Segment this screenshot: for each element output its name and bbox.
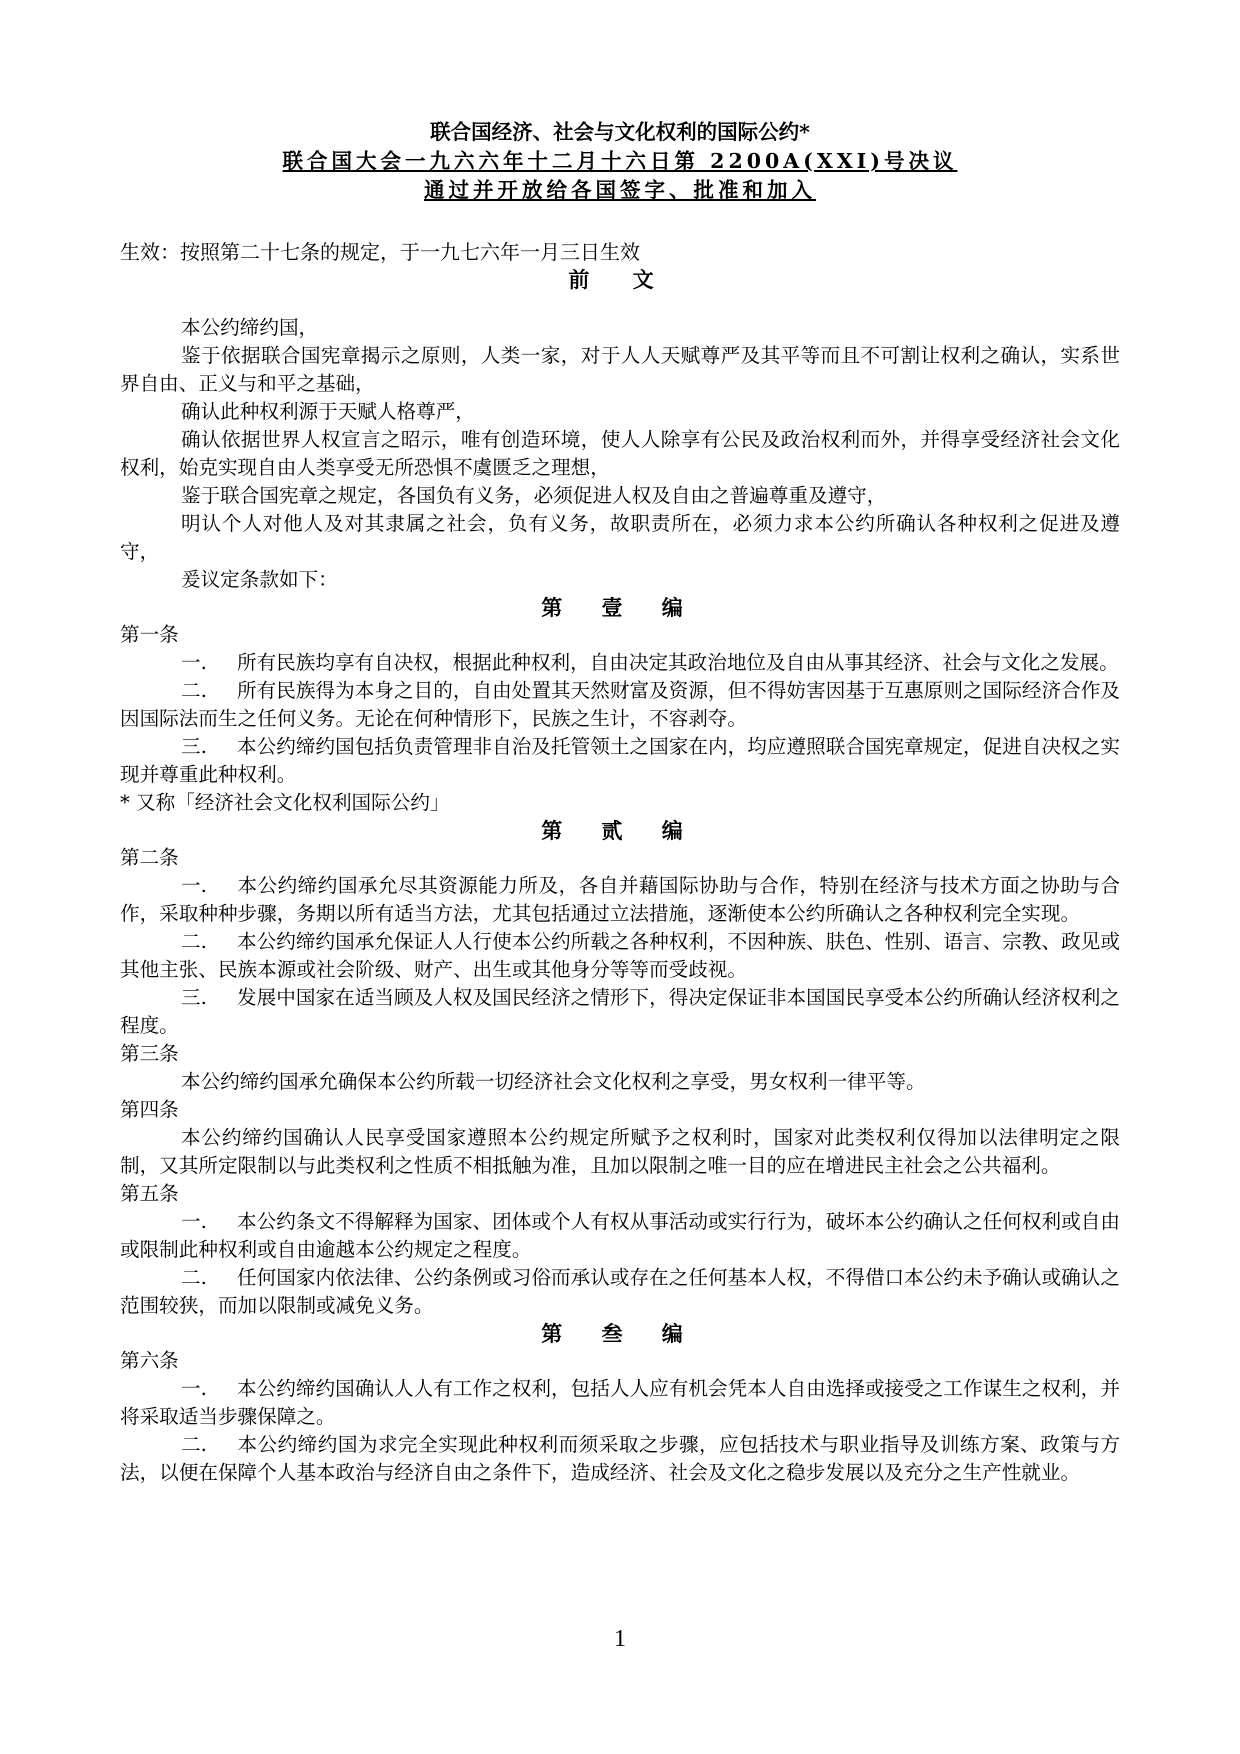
item-text: 本公约缔约国承允保证人人行使本公约所载之各种权利，不因种族、肤色、性别、语言、宗教、政见或其他主张、民族本源或社会阶级、财产、出生或其他身分等等而受歧视。 [120,930,1120,981]
preface-paragraph: 明认个人对他人及对其隶属之社会，负有义务，故职责所在，必须力求本公约所确认各种权利之促进及遵守， [120,512,1120,563]
part-1-heading: 第 壹 编 [541,595,699,620]
article-3-label: 第三条 [120,1042,179,1065]
article-3-text: 本公约缔约国承允确保本公约所载一切经济社会文化权利之享受，男女权利一律平等。 [181,1070,926,1093]
article-2-item [120,928,1120,984]
article-5-item [120,1264,1120,1320]
item-text: 本公约缔约国确认人人有工作之权利，包括人人应有机会凭本人自由选择或接受之工作谋生之权利，并将采取适当步骤保障之。 [120,1377,1120,1428]
item-number: 二. [181,1433,207,1456]
item-number: 一. [181,1377,207,1400]
resolution-line: 联合国大会一九六六年十二月十六日第 2200A(XXI)号决议 [282,149,958,173]
preface-paragraph: 爰议定条款如下： [181,568,338,591]
item-number: 一. [181,874,207,897]
article-5-item [120,1208,1120,1264]
item-text: 本公约缔约国为求完全实现此种权利而须采取之步骤，应包括技术与职业指导及训练方案、政策与方法，以便在保障个人基本政治与经济自由之条件下，造成经济、社会及文化之稳步发展以及充分之生产性就业。 [120,1433,1120,1484]
document-page [120,118,1120,1487]
article-6-label: 第六条 [120,1349,179,1372]
article-1-item [120,733,1120,789]
article-2-item [120,984,1120,1040]
article-2-item [120,872,1120,928]
item-number: 三. [181,986,207,1009]
page-number: 1 [614,1626,626,1652]
adoption-line: 通过并开放给各国签字、批准和加入 [424,178,816,202]
preface-paragraph: 确认此种权利源于天赋人格尊严， [181,400,475,423]
article-5-label: 第五条 [120,1182,179,1205]
item-number: 一. [181,1210,207,1233]
footnote: * 又称「经济社会文化权利国际公约」 [120,791,450,814]
entry-into-force: 生效：按照第二十七条的规定，于一九七六年一月三日生效 [120,240,640,264]
preface-paragraph: 鉴于依据联合国宪章揭示之原则，人类一家，对于人人天赋尊严及其平等而且不可割让权利之确认，实系世界自由、正义与和平之基础， [120,344,1120,395]
article-1-label: 第一条 [120,623,179,646]
item-text: 本公约缔约国承允尽其资源能力所及，各自并藉国际协助与合作，特别在经济与技术方面之协助与合作，采取种种步骤，务期以所有适当方法，尤其包括通过立法措施，逐渐使本公约所确认之各种权利完全实现。 [120,874,1120,925]
item-number: 一. [181,651,207,674]
article-6-item [120,1375,1120,1431]
item-number: 二. [181,1266,207,1289]
item-number: 二. [181,679,207,702]
item-number: 三. [181,735,207,758]
preface-paragraph: 确认依据世界人权宣言之昭示，唯有创造环境，使人人除享有公民及政治权利而外，并得享受经济社会文化权利，始克实现自由人类享受无所恐惧不虞匮乏之理想， [120,428,1120,479]
preface-paragraph: 本公约缔约国， [181,316,319,339]
part-3-heading: 第 叁 编 [541,1321,699,1346]
article-4-label: 第四条 [120,1098,179,1121]
item-text: 本公约缔约国包括负责管理非自治及托管领土之国家在内，均应遵照联合国宪章规定，促进自决权之实现并尊重此种权利。 [120,735,1120,786]
item-text: 任何国家内依法律、公约条例或习俗而承认或存在之任何基本人权，不得借口本公约未予确认或确认之范围较狭，而加以限制或减免义务。 [120,1266,1120,1317]
item-number: 二. [181,930,207,953]
article-4-text: 本公约缔约国确认人民享受国家遵照本公约规定所赋予之权利时，国家对此类权利仅得加以法律明定之限制，又其所定限制以与此类权利之性质不相抵触为准，且加以限制之唯一目的应在增进民主社会之公共福利。 [120,1126,1120,1177]
article-1-item [120,649,1120,677]
item-text: 发展中国家在适当顾及人权及国民经济之情形下，得决定保证非本国国民享受本公约所确认经济权利之程度。 [120,986,1120,1037]
article-2-label: 第二条 [120,846,179,869]
preface-heading: 前 文 [568,267,672,292]
article-1-item [120,677,1120,733]
item-text: 所有民族均享有自决权，根据此种权利，自由决定其政治地位及自由从事其经济、社会与文化之发展。 [237,651,1119,674]
document-title: 联合国经济、社会与文化权利的国际公约* [430,120,810,144]
item-text: 所有民族得为本身之目的，自由处置其天然财富及资源，但不得妨害因基于互惠原则之国际经济合作及因国际法而生之任何义务。无论在何种情形下，民族之生计，不容剥夺。 [120,679,1120,730]
preface-paragraph: 鉴于联合国宪章之规定，各国负有义务，必须促进人权及自由之普遍尊重及遵守， [181,484,887,507]
item-text: 本公约条文不得解释为国家、团体或个人有权从事活动或实行行为，破坏本公约确认之任何权利或自由或限制此种权利或自由逾越本公约规定之程度。 [120,1210,1120,1261]
article-6-item [120,1431,1120,1487]
part-2-heading: 第 贰 编 [541,818,699,843]
